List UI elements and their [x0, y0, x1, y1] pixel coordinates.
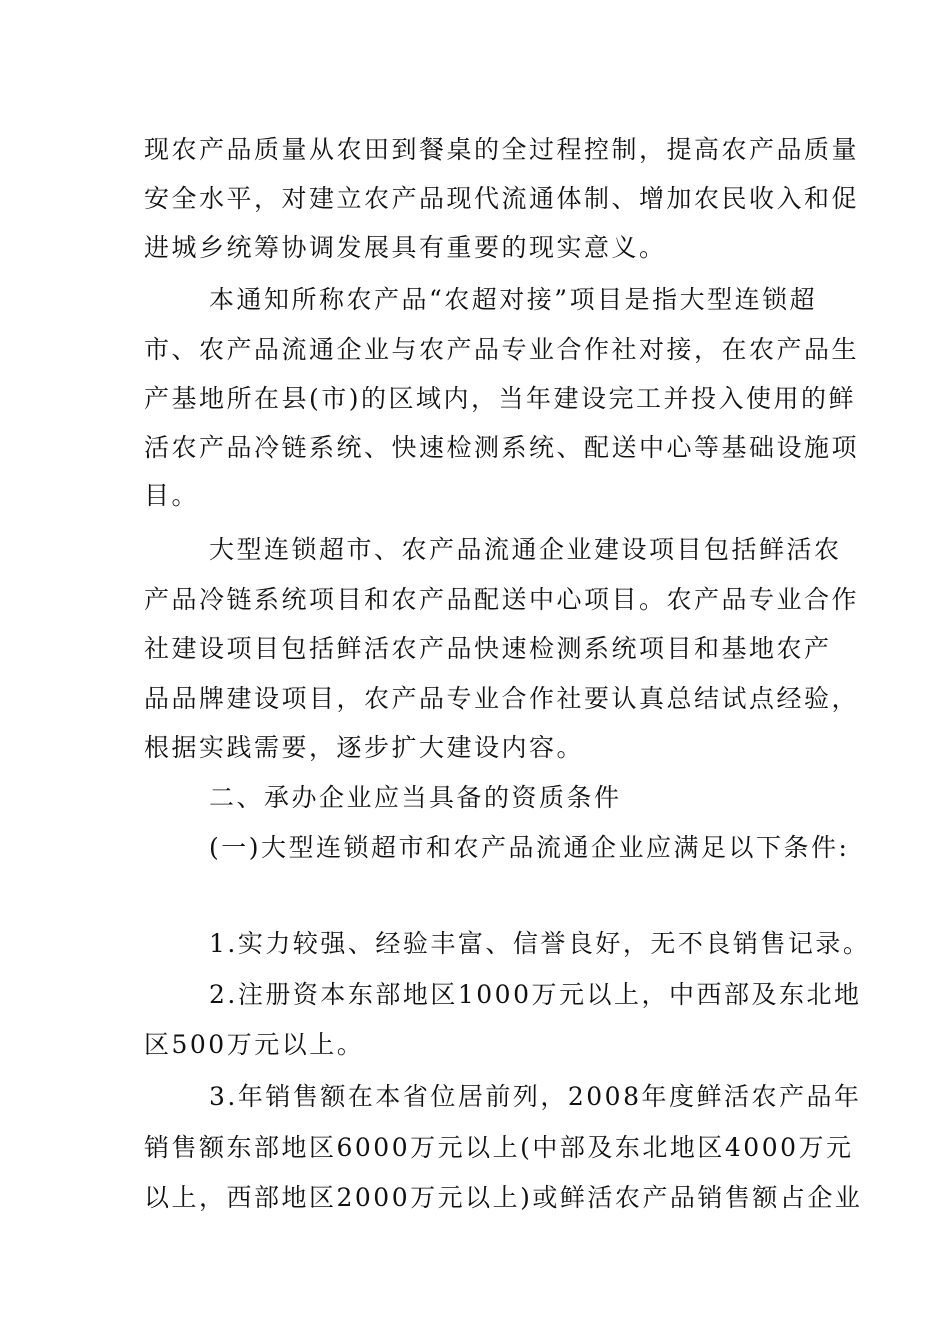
text-line: 产基地所在县(市)的区域内，当年建设完工并投入使用的鲜: [144, 384, 857, 413]
text-line: 品品牌建设项目，农产品专业合作社要认真总结试点经验，: [144, 684, 860, 713]
list-item: 1.实力较强、经验丰富、信誉良好，无不良销售记录。: [209, 929, 871, 958]
text-line: 根据实践需要，逐步扩大建设内容。: [144, 733, 585, 762]
section-heading: 二、承办企业应当具备的资质条件: [209, 783, 622, 812]
list-item: 3.年销售额在本省位居前列，2008年度鲜活农产品年: [209, 1082, 862, 1111]
text-line: 现农产品质量从农田到餐桌的全过程控制，提高农产品质量: [144, 135, 860, 164]
text-line: 本通知所称农产品“农超对接”项目是指大型连锁超: [209, 285, 818, 314]
text-line: 以上，西部地区2000万元以上)或鲜活农产品销售额占企业: [144, 1183, 863, 1212]
text-line: 产品冷链系统项目和农产品配送中心项目。农产品专业合作: [144, 585, 860, 614]
text-line: 安全水平，对建立农产品现代流通体制、增加农民收入和促: [144, 184, 860, 213]
text-line: 社建设项目包括鲜活农产品快速检测系统项目和基地农产: [144, 634, 832, 663]
subsection-heading: (一)大型连锁超市和农产品流通企业应满足以下条件:: [209, 833, 850, 862]
list-item: 2.注册资本东部地区1000万元以上，中西部及东北地: [209, 980, 862, 1009]
text-line: 销售额东部地区6000万元以上(中部及东北地区4000万元: [144, 1133, 854, 1162]
text-line: 区500万元以上。: [144, 1030, 365, 1059]
text-line: 目。: [144, 481, 200, 510]
text-line: 进城乡统筹协调发展具有重要的现实意义。: [144, 233, 667, 262]
text-line: 市、农产品流通企业与农产品专业合作社对接，在农产品生: [144, 335, 860, 364]
text-line: 大型连锁超市、农产品流通企业建设项目包括鲜活农: [209, 535, 842, 564]
text-line: 活农产品冷链系统、快速检测系统、配送中心等基础设施项: [144, 433, 860, 462]
